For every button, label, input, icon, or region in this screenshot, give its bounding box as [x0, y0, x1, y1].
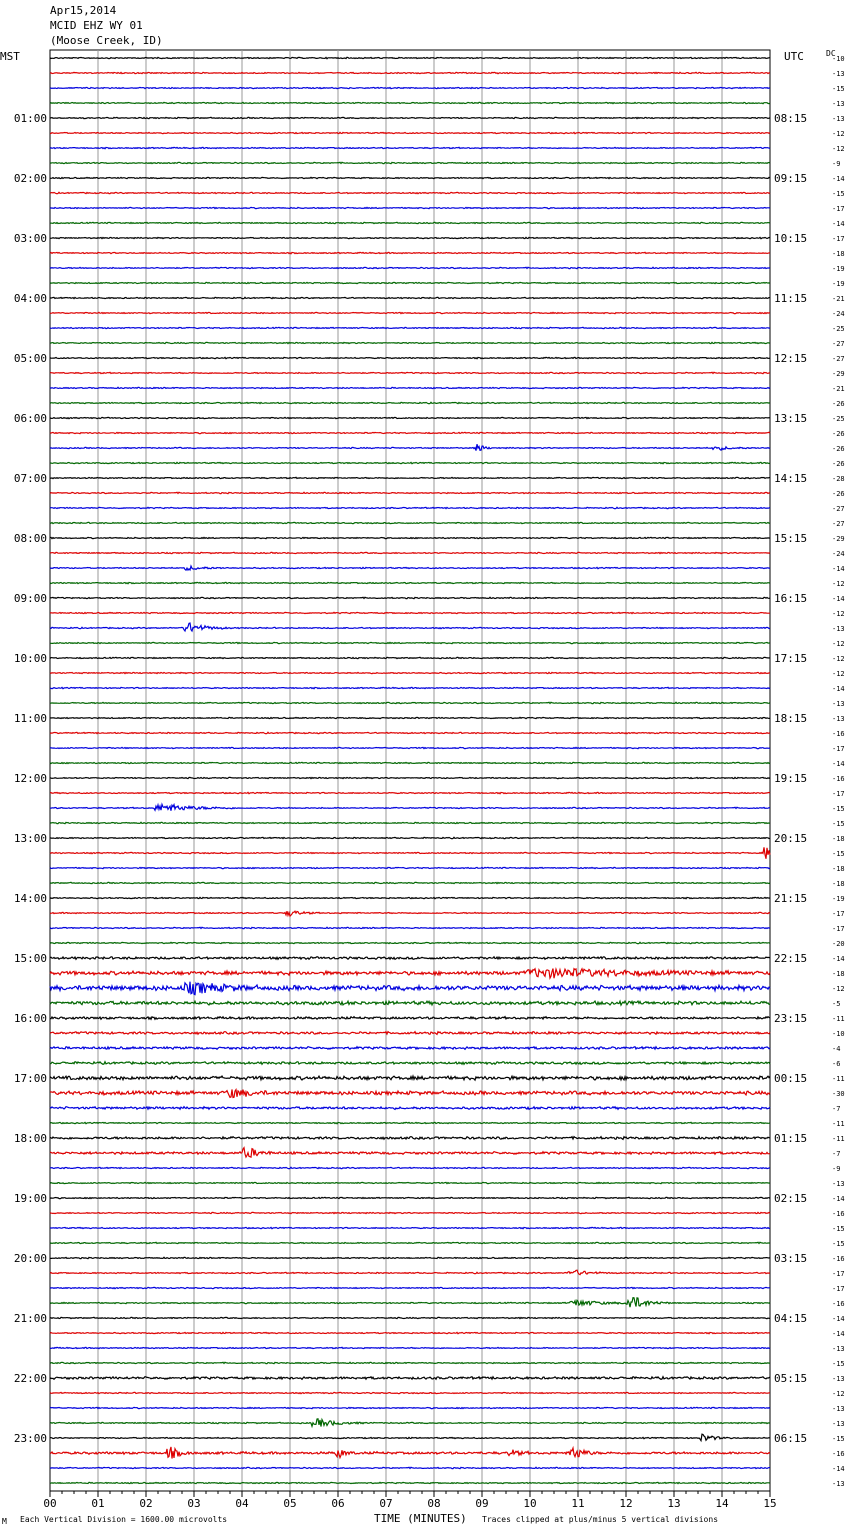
dc-offset-label-19: -27	[832, 340, 845, 348]
dc-offset-label-26: -26	[832, 445, 845, 453]
dc-offset-label-36: -14	[832, 595, 845, 603]
dc-offset-label-51: -15	[832, 820, 845, 828]
trace-row-93	[50, 1447, 770, 1459]
trace-row-50	[50, 804, 770, 810]
dc-offset-label-37: -12	[832, 610, 845, 618]
trace-row-53	[50, 847, 770, 859]
dc-offset-label-28: -28	[832, 475, 845, 483]
trace-row-91	[50, 1419, 770, 1427]
trace-row-51	[50, 822, 770, 823]
trace-row-54	[50, 867, 770, 868]
dc-offset-label-49: -17	[832, 790, 845, 798]
left-hour-label-22: 22:00	[13, 1372, 47, 1385]
dc-offset-label-47: -14	[832, 760, 845, 768]
trace-row-12	[50, 237, 770, 238]
left-hour-label-10: 10:00	[13, 652, 47, 665]
left-hour-label-8: 08:00	[13, 532, 47, 545]
right-hour-label-2: 09:15	[774, 172, 808, 185]
dc-offset-label-67: -6	[832, 1060, 841, 1068]
trace-row-7	[50, 162, 770, 163]
left-hour-label-17: 17:00	[13, 1072, 47, 1085]
left-hour-label-20: 20:00	[13, 1252, 47, 1265]
trace-row-75	[50, 1182, 770, 1183]
dc-offset-label-6: -12	[832, 145, 845, 153]
trace-row-65	[50, 1032, 770, 1035]
trace-row-41	[50, 672, 770, 673]
trace-row-78	[50, 1227, 770, 1228]
dc-offset-label-34: -14	[832, 565, 845, 573]
trace-row-47	[50, 762, 770, 763]
trace-row-27	[50, 462, 770, 463]
left-hour-label-19: 19:00	[13, 1192, 47, 1205]
right-hour-label-10: 17:15	[774, 652, 808, 665]
dc-offset-label-56: -19	[832, 895, 845, 903]
dc-offset-label-84: -14	[832, 1315, 845, 1323]
footer-scale-note: Each Vertical Division = 1600.00 microvolts	[20, 1515, 228, 1524]
trace-row-90	[50, 1407, 770, 1408]
dc-offset-label-89: -12	[832, 1390, 845, 1398]
dc-offset-label-9: -15	[832, 190, 845, 198]
trace-row-63	[50, 1001, 770, 1005]
left-hour-label-5: 05:00	[13, 352, 47, 365]
x-tick-label-04: 04	[235, 1497, 249, 1510]
dc-offset-label-18: -25	[832, 325, 845, 333]
trace-row-29	[50, 492, 770, 493]
x-tick-label-14: 14	[715, 1497, 729, 1510]
dc-offset-label-92: -15	[832, 1435, 845, 1443]
trace-row-31	[50, 522, 770, 523]
dc-offset-label-73: -7	[832, 1150, 841, 1158]
trace-row-88	[50, 1377, 770, 1380]
trace-row-44	[50, 717, 770, 718]
dc-offset-label-25: -26	[832, 430, 845, 438]
x-tick-label-02: 02	[139, 1497, 153, 1510]
dc-offset-label-71: -11	[832, 1120, 845, 1128]
dc-offset-label-22: -21	[832, 385, 845, 393]
footer-clip-note: Traces clipped at plus/minus 5 vertical divisions	[482, 1515, 719, 1524]
trace-row-25	[50, 432, 770, 433]
trace-row-73	[50, 1148, 770, 1157]
trace-row-35	[50, 582, 770, 583]
trace-row-10	[50, 207, 770, 208]
dc-offset-label-66: -4	[832, 1045, 841, 1053]
x-tick-label-15: 15	[763, 1497, 777, 1510]
right-hour-label-5: 12:15	[774, 352, 808, 365]
dc-offset-label-79: -15	[832, 1240, 845, 1248]
left-hour-label-6: 06:00	[13, 412, 47, 425]
trace-row-1	[50, 72, 770, 73]
x-tick-label-01: 01	[91, 1497, 105, 1510]
trace-row-77	[50, 1212, 770, 1213]
trace-row-39	[50, 642, 770, 643]
dc-offset-label-42: -14	[832, 685, 845, 693]
dc-offset-label-80: -16	[832, 1255, 845, 1263]
right-hour-label-18: 01:15	[774, 1132, 808, 1145]
dc-offset-label-24: -25	[832, 415, 845, 423]
dc-offset-label-7: -9	[832, 160, 841, 168]
dc-offset-label-76: -14	[832, 1195, 845, 1203]
dc-offset-label-52: -18	[832, 835, 845, 843]
right-hour-label-13: 20:15	[774, 832, 808, 845]
trace-row-28	[50, 477, 770, 478]
header-location: (Moose Creek, ID)	[50, 34, 163, 47]
trace-row-70	[50, 1107, 770, 1110]
trace-row-36	[50, 597, 770, 598]
dc-offset-label-64: -11	[832, 1015, 845, 1023]
dc-offset-label-88: -13	[832, 1375, 845, 1383]
dc-offset-label-93: -16	[832, 1450, 845, 1458]
trace-row-38	[50, 623, 770, 631]
trace-row-9	[50, 192, 770, 193]
dc-offset-label-85: -14	[832, 1330, 845, 1338]
dc-offset-label-58: -17	[832, 925, 845, 933]
dc-offset-label-45: -16	[832, 730, 845, 738]
corner-mark: M	[2, 1517, 7, 1526]
dc-offset-label-53: -15	[832, 850, 845, 858]
x-tick-label-00: 00	[43, 1497, 57, 1510]
dc-offset-label-23: -26	[832, 400, 845, 408]
x-tick-label-06: 06	[331, 1497, 345, 1510]
dc-offset-label-35: -12	[832, 580, 845, 588]
dc-offset-label-69: -30	[832, 1090, 845, 1098]
trace-row-82	[50, 1287, 770, 1288]
left-hour-label-16: 16:00	[13, 1012, 47, 1025]
left-timezone-label: MST	[0, 50, 20, 63]
trace-row-71	[50, 1122, 770, 1123]
dc-offset-label-3: -13	[832, 100, 845, 108]
dc-offset-label-61: -18	[832, 970, 845, 978]
dc-offset-label-82: -17	[832, 1285, 845, 1293]
trace-row-17	[50, 312, 770, 313]
x-tick-label-08: 08	[427, 1497, 441, 1510]
right-hour-label-3: 10:15	[774, 232, 808, 245]
trace-row-45	[50, 732, 770, 733]
trace-row-62	[50, 982, 770, 995]
dc-offset-label-30: -27	[832, 505, 845, 513]
dc-offset-label-48: -16	[832, 775, 845, 783]
dc-offset-label-14: -19	[832, 265, 845, 273]
dc-offset-label-12: -17	[832, 235, 845, 243]
dc-offset-label-5: -12	[832, 130, 845, 138]
trace-row-89	[50, 1392, 770, 1393]
left-hour-label-4: 04:00	[13, 292, 47, 305]
dc-offset-label-40: -12	[832, 655, 845, 663]
right-timezone-label: UTC	[784, 50, 804, 63]
dc-offset-label-2: -15	[832, 85, 845, 93]
dc-offset-label-54: -18	[832, 865, 845, 873]
trace-row-85	[50, 1332, 770, 1333]
x-tick-label-12: 12	[619, 1497, 633, 1510]
dc-offset-label-16: -21	[832, 295, 845, 303]
trace-row-24	[50, 417, 770, 418]
trace-row-67	[50, 1062, 770, 1065]
left-hour-label-14: 14:00	[13, 892, 47, 905]
dc-offset-label-78: -15	[832, 1225, 845, 1233]
dc-offset-label-75: -13	[832, 1180, 845, 1188]
dc-offset-label-38: -13	[832, 625, 845, 633]
trace-row-13	[50, 252, 770, 253]
trace-row-14	[50, 267, 770, 268]
trace-row-46	[50, 747, 770, 748]
trace-row-72	[50, 1137, 770, 1140]
right-hour-label-23: 06:15	[774, 1432, 808, 1445]
trace-row-69	[50, 1090, 770, 1098]
dc-offset-label-90: -13	[832, 1405, 845, 1413]
right-hour-label-19: 02:15	[774, 1192, 808, 1205]
header-date: Apr15,2014	[50, 4, 117, 17]
right-hour-label-4: 11:15	[774, 292, 808, 305]
dc-offset-label-68: -11	[832, 1075, 845, 1083]
dc-offset-label-65: -10	[832, 1030, 845, 1038]
left-hour-label-11: 11:00	[13, 712, 47, 725]
trace-row-34	[50, 566, 770, 570]
x-tick-label-09: 09	[475, 1497, 489, 1510]
dc-offset-label-11: -14	[832, 220, 845, 228]
dc-offset-label-20: -27	[832, 355, 845, 363]
trace-row-86	[50, 1347, 770, 1348]
trace-row-84	[50, 1317, 770, 1318]
right-hour-label-6: 13:15	[774, 412, 808, 425]
header-station: MCID EHZ WY 01	[50, 19, 143, 32]
trace-row-64	[50, 1017, 770, 1020]
dc-offset-label-70: -7	[832, 1105, 841, 1113]
trace-row-16	[50, 297, 770, 298]
dc-offset-label-83: -16	[832, 1300, 845, 1308]
plot-frame	[50, 50, 770, 1491]
left-hour-label-3: 03:00	[13, 232, 47, 245]
trace-row-21	[50, 372, 770, 373]
trace-row-55	[50, 882, 770, 883]
dc-offset-label-8: -14	[832, 175, 845, 183]
trace-row-6	[50, 147, 770, 148]
right-hour-label-12: 19:15	[774, 772, 808, 785]
trace-row-0	[50, 57, 770, 58]
right-hour-label-17: 00:15	[774, 1072, 808, 1085]
trace-row-37	[50, 612, 770, 613]
trace-row-60	[50, 957, 770, 960]
left-hour-label-7: 07:00	[13, 472, 47, 485]
trace-row-94	[50, 1467, 770, 1468]
trace-row-43	[50, 702, 770, 703]
x-tick-label-03: 03	[187, 1497, 201, 1510]
dc-offset-label-33: -24	[832, 550, 845, 558]
right-hour-label-8: 15:15	[774, 532, 808, 545]
dc-offset-label-94: -14	[832, 1465, 845, 1473]
dc-offset-label-44: -13	[832, 715, 845, 723]
x-tick-label-07: 07	[379, 1497, 393, 1510]
right-hour-label-1: 08:15	[774, 112, 808, 125]
trace-row-58	[50, 927, 770, 928]
dc-offset-label-95: -13	[832, 1480, 845, 1488]
right-hour-label-20: 03:15	[774, 1252, 808, 1265]
trace-row-57	[50, 911, 770, 916]
left-hour-label-23: 23:00	[13, 1432, 47, 1445]
right-hour-label-14: 21:15	[774, 892, 808, 905]
dc-offset-label-29: -26	[832, 490, 845, 498]
left-hour-label-9: 09:00	[13, 592, 47, 605]
trace-row-20	[50, 357, 770, 358]
trace-row-81	[50, 1270, 770, 1275]
dc-offset-label-31: -27	[832, 520, 845, 528]
trace-row-30	[50, 507, 770, 508]
trace-row-42	[50, 687, 770, 688]
trace-row-3	[50, 102, 770, 103]
trace-row-8	[50, 177, 770, 178]
trace-row-92	[50, 1434, 770, 1440]
dc-offset-label-41: -12	[832, 670, 845, 678]
trace-row-87	[50, 1362, 770, 1363]
dc-offset-label-4: -13	[832, 115, 845, 123]
trace-row-23	[50, 402, 770, 403]
dc-offset-label-74: -9	[832, 1165, 841, 1173]
trace-row-19	[50, 342, 770, 343]
trace-row-32	[50, 537, 770, 538]
dc-offset-label-91: -13	[832, 1420, 845, 1428]
trace-row-40	[50, 657, 770, 658]
dc-offset-label-72: -11	[832, 1135, 845, 1143]
trace-row-83	[50, 1298, 770, 1307]
left-hour-label-1: 01:00	[13, 112, 47, 125]
dc-offset-label-87: -15	[832, 1360, 845, 1368]
trace-row-68	[50, 1076, 770, 1080]
x-tick-label-11: 11	[571, 1497, 585, 1510]
dc-offset-label-13: -18	[832, 250, 845, 258]
dc-offset-label-86: -13	[832, 1345, 845, 1353]
trace-row-22	[50, 387, 770, 388]
dc-offset-label-0: -10	[832, 55, 845, 63]
dc-offset-label-81: -17	[832, 1270, 845, 1278]
left-hour-label-12: 12:00	[13, 772, 47, 785]
dc-offset-label-1: -13	[832, 70, 845, 78]
dc-offset-label-59: -20	[832, 940, 845, 948]
dc-offset-label-27: -26	[832, 460, 845, 468]
trace-row-66	[50, 1047, 770, 1050]
dc-offset-label-15: -19	[832, 280, 845, 288]
left-hour-label-2: 02:00	[13, 172, 47, 185]
trace-row-18	[50, 327, 770, 328]
dc-offset-label-10: -17	[832, 205, 845, 213]
trace-row-95	[50, 1482, 770, 1483]
trace-row-76	[50, 1197, 770, 1198]
trace-row-2	[50, 87, 770, 88]
dc-offset-label-55: -18	[832, 880, 845, 888]
right-hour-label-21: 04:15	[774, 1312, 808, 1325]
right-hour-label-7: 14:15	[774, 472, 808, 485]
dc-offset-label-21: -29	[832, 370, 845, 378]
dc-offset-label-62: -12	[832, 985, 845, 993]
dc-offset-label-39: -12	[832, 640, 845, 648]
dc-offset-label-60: -14	[832, 955, 845, 963]
trace-row-4	[50, 117, 770, 118]
dc-offset-label-17: -24	[832, 310, 845, 318]
trace-row-11	[50, 222, 770, 223]
trace-row-52	[50, 837, 770, 838]
dc-offset-label-32: -29	[832, 535, 845, 543]
trace-row-49	[50, 792, 770, 793]
left-hour-label-13: 13:00	[13, 832, 47, 845]
left-hour-label-15: 15:00	[13, 952, 47, 965]
x-tick-label-10: 10	[523, 1497, 537, 1510]
trace-row-61	[50, 969, 770, 979]
trace-row-56	[50, 897, 770, 898]
right-hour-label-9: 16:15	[774, 592, 808, 605]
dc-offset-label-57: -17	[832, 910, 845, 918]
right-hour-label-22: 05:15	[774, 1372, 808, 1385]
trace-row-59	[50, 942, 770, 943]
trace-row-48	[50, 777, 770, 778]
dc-offset-label-63: -5	[832, 1000, 841, 1008]
trace-row-15	[50, 282, 770, 283]
dc-offset-label-77: -16	[832, 1210, 845, 1218]
right-hour-label-11: 18:15	[774, 712, 808, 725]
dc-offset-label-43: -13	[832, 700, 845, 708]
dc-header: DC	[826, 49, 836, 58]
right-hour-label-15: 22:15	[774, 952, 808, 965]
x-tick-label-13: 13	[667, 1497, 681, 1510]
trace-row-33	[50, 552, 770, 553]
left-hour-label-18: 18:00	[13, 1132, 47, 1145]
left-hour-label-21: 21:00	[13, 1312, 47, 1325]
dc-offset-label-46: -17	[832, 745, 845, 753]
x-axis-title: TIME (MINUTES)	[374, 1512, 467, 1525]
right-hour-label-16: 23:15	[774, 1012, 808, 1025]
trace-row-79	[50, 1242, 770, 1243]
x-tick-label-05: 05	[283, 1497, 297, 1510]
trace-row-80	[50, 1257, 770, 1258]
dc-offset-label-50: -15	[832, 805, 845, 813]
trace-row-74	[50, 1167, 770, 1168]
trace-row-5	[50, 132, 770, 133]
trace-row-26	[50, 444, 770, 450]
